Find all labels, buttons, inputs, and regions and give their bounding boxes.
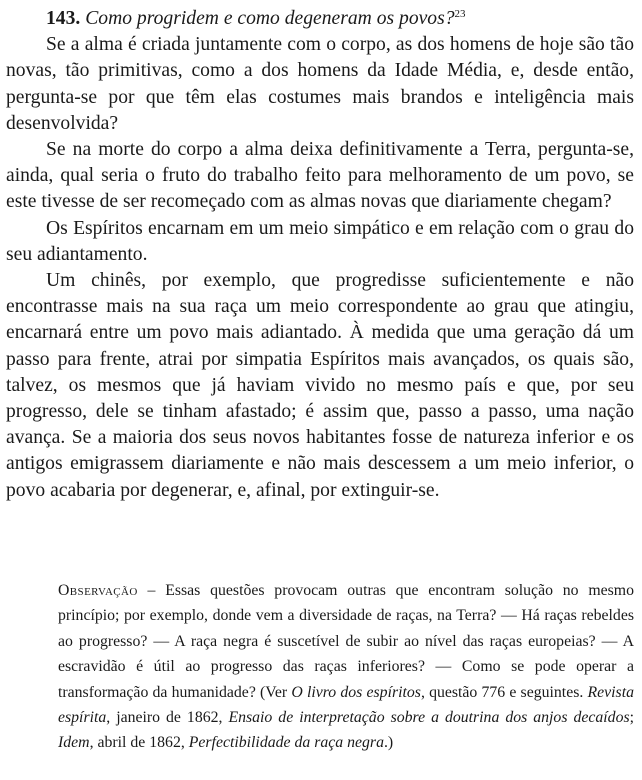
paragraph-1: Se a alma é criada juntamente com o corpo, as dos homens de hoje são tão novas, tão primitivas, como a dos homens da Idade Média, e, desde então, pergunta-se por que têm elas costumes mais brandos e inteligência mais desenvolvida? — [6, 34, 634, 134]
note-text-3: , janeiro de 1862, — [106, 709, 229, 727]
note-text-2: , questão 776 e seguintes. — [420, 683, 588, 701]
observation-note — [58, 578, 634, 756]
note-ref-article-2: Perfectibilidade da raça negra — [188, 734, 384, 752]
note-dash: – — [137, 582, 166, 599]
note-label: Observação — [58, 582, 138, 599]
note-text-5: , abril de 1862, — [89, 734, 189, 752]
main-text — [6, 6, 634, 504]
paragraph-3: Os Espíritos encarnam em um meio simpático e em relação com o grau do seu adiantamento. — [6, 217, 634, 265]
note-ref-book: O livro dos espíritos — [291, 683, 421, 701]
note-text-1: Essas questões provocam outras que encontram solução no mesmo princípio; por exemplo, donde vem a diversidade de raças, na Terra? — Há raças rebeldes ao progresso? — A raça negra é suscetível de subir ao nível das raças europeias? — A escravidão é útil ao progresso das raças inferiores? — Como se pode operar a transformação da humanidade? (Ver — [58, 582, 634, 701]
paragraph-4: Um chinês, por exemplo, que progredisse suficientemente e não encontrasse mais na sua raça um meio correspondente ao grau que atingiu, encarnará entre um povo mais adiantado. À medida que uma geração dá um passo para frente, atrai por simpatia Espíritos mais avançados, os quais são, talvez, os mesmos que já haviam vivido no mesmo país e que, por seu progresso, dele se tinham afastado; é assim que, passo a passo, uma nação avança. Se a maioria dos seus novos habitantes fosse de natureza inferior e os antigos emigrassem diariamente e não mais descessem a um meio inferior, o povo acabaria por degenerar, e, afinal, por extinguir-se. — [6, 270, 634, 501]
note-text-4: ; — [629, 709, 635, 727]
note-ref-article-1: Ensaio de interpretação sobre a doutrina dos anjos decaídos — [228, 709, 630, 727]
question-number: 143. — [46, 8, 81, 29]
note-ref-idem: Idem — [58, 734, 90, 752]
note-paragraph — [58, 578, 634, 756]
note-ref-journal: Revista espírita — [58, 683, 634, 727]
question-heading — [6, 6, 634, 32]
paragraph-2: Se na morte do corpo a alma deixa definitivamente a Terra, pergunta-se, ainda, qual seria o fruto do trabalho feito para melhoramento de um povo, se este tivesse de ser recomeçado com as almas novas que diariamente chegam? — [6, 139, 634, 213]
footnote-reference: 23 — [454, 8, 466, 20]
question-title: Como progridem e como degeneram os povos? — [85, 8, 455, 29]
note-text-6: .) — [383, 734, 394, 752]
